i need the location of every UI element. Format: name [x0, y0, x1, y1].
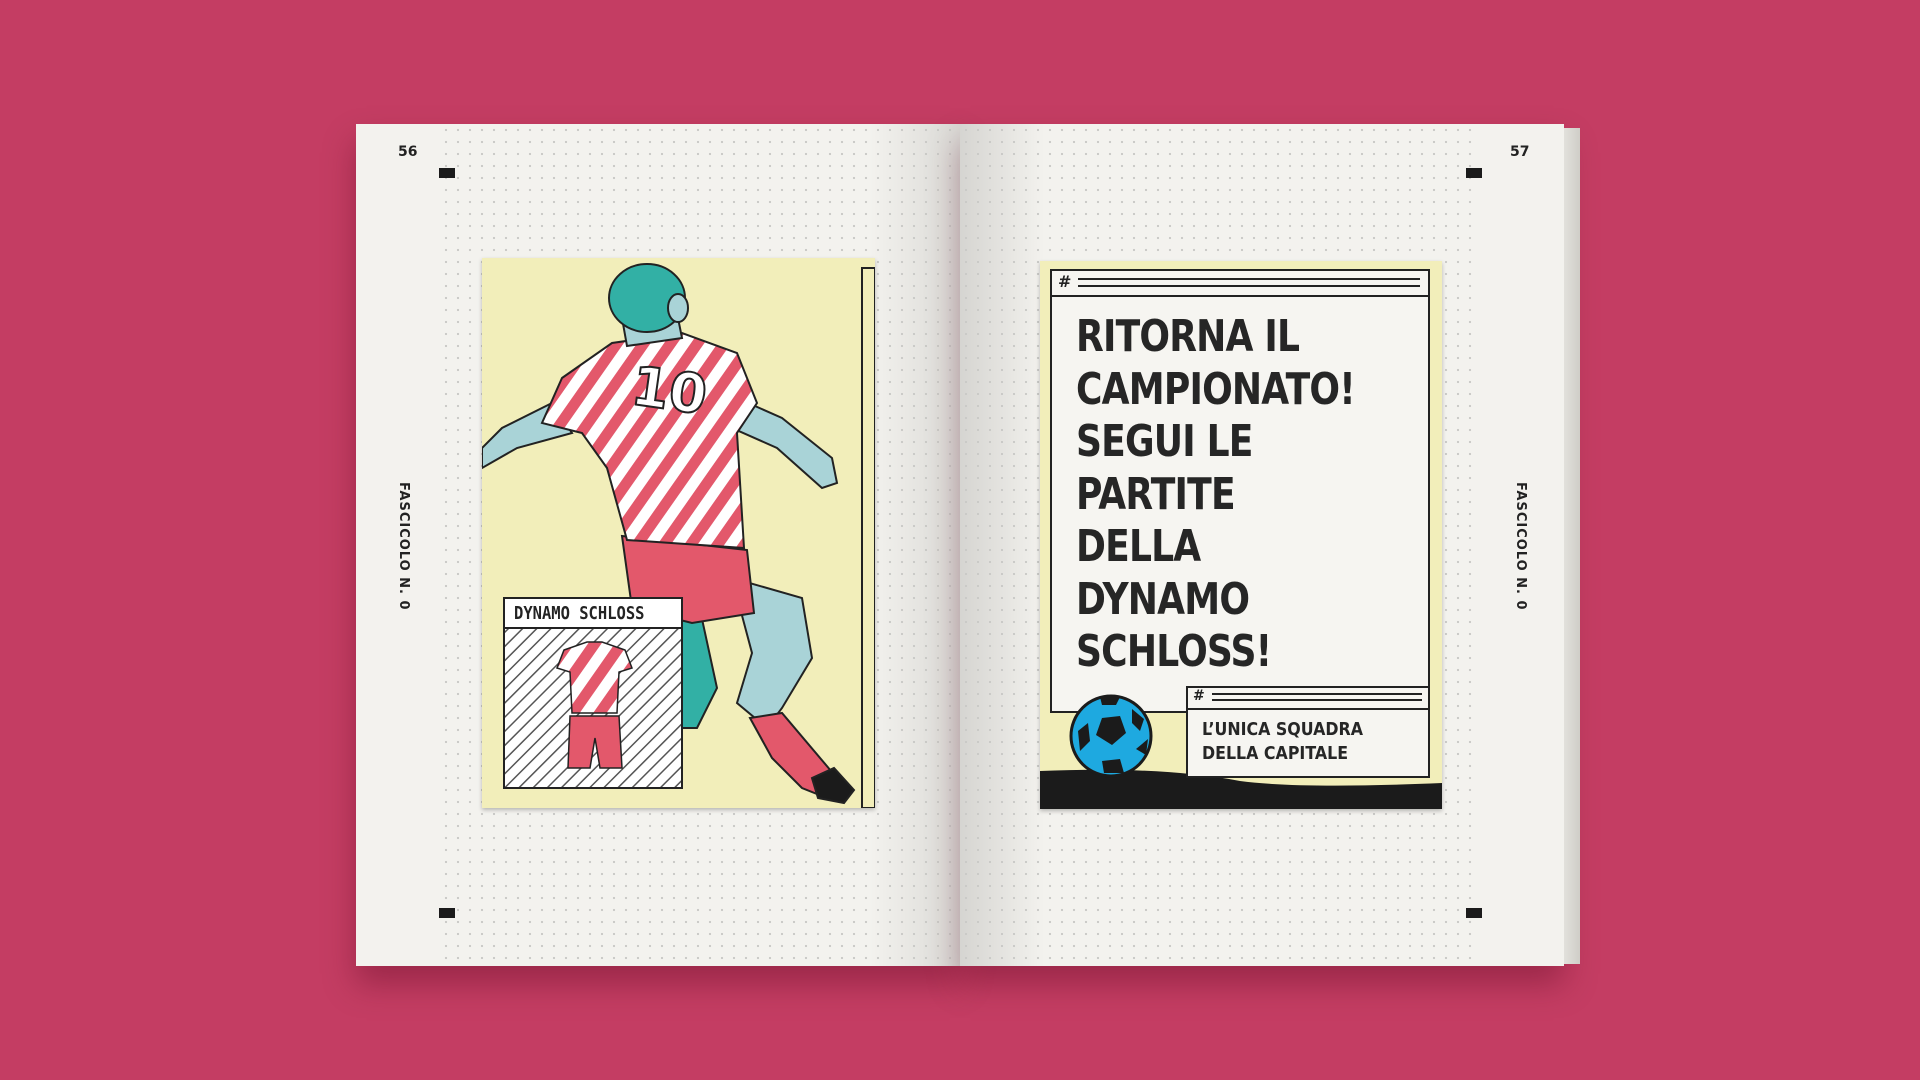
registration-mark — [1466, 168, 1482, 178]
jersey-number: 10 — [627, 354, 711, 427]
footballer-illustration — [482, 258, 875, 808]
side-label-left: FASCICOLO N. 0 — [396, 482, 411, 611]
header-rule — [1212, 699, 1422, 701]
headline-line: DYNAMO — [1076, 573, 1250, 625]
page-number-right: 57 — [1510, 144, 1530, 160]
subtitle-header-bar — [1188, 688, 1428, 710]
headline-line: RITORNA IL — [1076, 311, 1300, 362]
subtitle-line: L’UNICA SQUADRA — [1202, 719, 1363, 740]
subtitle — [1202, 718, 1385, 766]
headline-line: PARTITE — [1076, 468, 1235, 520]
hash-icon: # — [1193, 688, 1205, 704]
left-page — [356, 124, 960, 966]
right-page — [960, 124, 1564, 966]
page-number-left: 56 — [398, 144, 418, 160]
headline-line: DELLA — [1076, 521, 1201, 572]
player-card — [482, 258, 875, 808]
header-rule — [1212, 693, 1422, 695]
open-booklet — [356, 124, 1580, 966]
subtitle-box — [1186, 686, 1430, 778]
ear — [668, 294, 688, 322]
subtitle-line: DELLA CAPITALE — [1202, 743, 1349, 764]
headline-line: SEGUI LE — [1076, 416, 1253, 467]
headline-line: SCHLOSS! — [1076, 626, 1272, 677]
registration-mark — [1466, 908, 1482, 918]
poster-card — [1040, 261, 1442, 809]
team-label: DYNAMO SCHLOSS — [514, 603, 645, 624]
side-label-right: FASCICOLO N. 0 — [1513, 482, 1528, 611]
hash-icon: # — [1058, 272, 1072, 291]
page-stack-edge — [1564, 128, 1580, 964]
headline-line: CAMPIONATO! — [1076, 363, 1355, 415]
registration-mark — [439, 168, 455, 178]
registration-mark — [439, 908, 455, 918]
